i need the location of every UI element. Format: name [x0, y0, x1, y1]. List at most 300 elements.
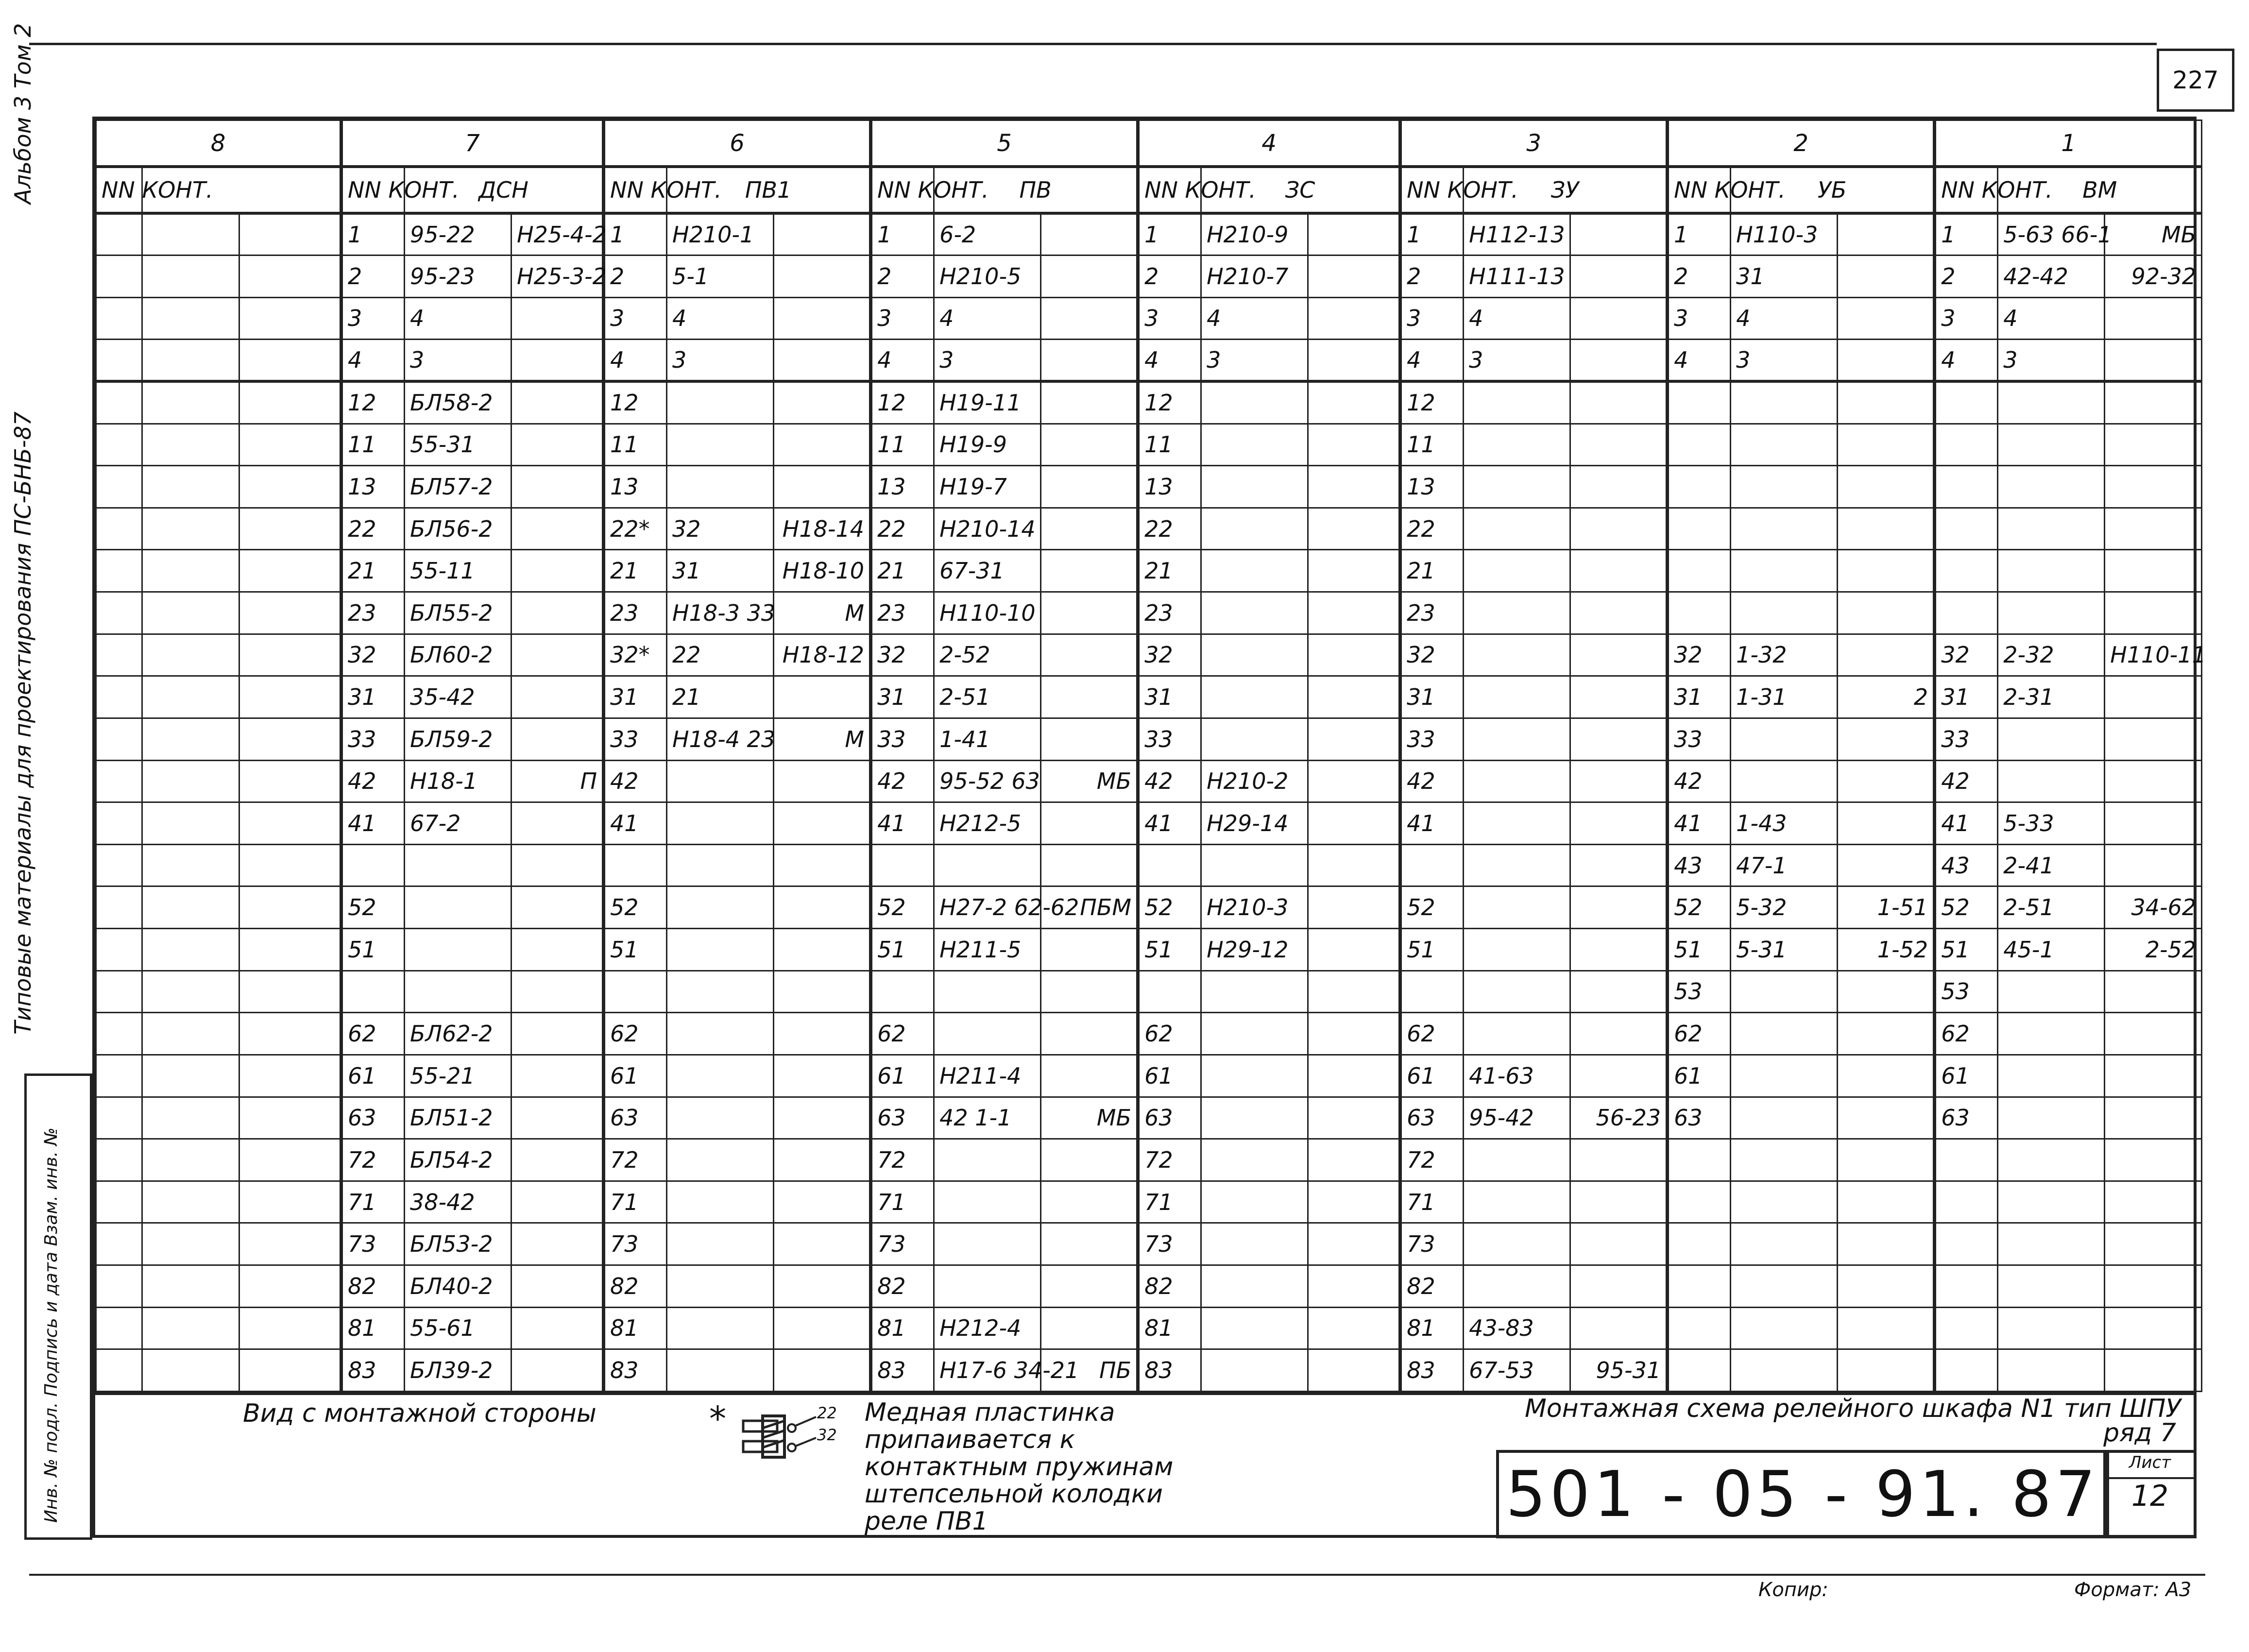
- wire-address: [1998, 1265, 2105, 1308]
- wire-address: Н27-2 62-62: [934, 886, 1041, 929]
- contact-number: 51: [604, 929, 667, 971]
- contact-number: 3: [1400, 297, 1464, 340]
- column-number: 6: [604, 120, 871, 167]
- wire-address: [1464, 424, 1570, 466]
- contact-number: 11: [1400, 424, 1464, 466]
- wire-address: [1041, 340, 1138, 382]
- contact-number: [96, 1097, 142, 1139]
- wire-address: [1201, 424, 1308, 466]
- contact-number: 53: [1935, 971, 1998, 1013]
- wire-address: [1570, 592, 1668, 634]
- wire-address: [1464, 592, 1570, 634]
- wire-address: [239, 255, 341, 298]
- wire-address: [1731, 718, 1838, 760]
- contact-number: [96, 760, 142, 802]
- wire-address: [1201, 508, 1308, 550]
- wire-address: [2105, 340, 2202, 382]
- wire-address: [1570, 1223, 1668, 1265]
- table-row: [96, 886, 2202, 929]
- contact-number: 63: [1400, 1097, 1464, 1139]
- wire-address: [1998, 760, 2105, 802]
- table-row: [96, 971, 2202, 1013]
- wire-address: [1838, 255, 1935, 298]
- nn-contact-header: NN КОНТ.: [1138, 167, 1201, 213]
- contact-number: [96, 1265, 142, 1308]
- contact-number: 33: [1400, 718, 1464, 760]
- wire-address: [1838, 1223, 1935, 1265]
- contact-number: 63: [1668, 1097, 1731, 1139]
- contact-number: 72: [871, 1139, 934, 1181]
- wire-address: [1570, 844, 1668, 886]
- wire-address: [142, 592, 239, 634]
- contact-number: 51: [1138, 929, 1201, 971]
- contact-number: 81: [1400, 1307, 1464, 1349]
- wire-address: [142, 802, 239, 845]
- table-row: [96, 381, 2202, 424]
- contact-number: [1935, 1223, 1998, 1265]
- contact-grid: [95, 119, 2206, 1392]
- wire-address: [1041, 508, 1138, 550]
- note-line: припаивается к: [865, 1425, 1075, 1454]
- contact-number: [96, 424, 142, 466]
- contact-number: 82: [1400, 1265, 1464, 1308]
- contact-number: 13: [604, 466, 667, 508]
- wire-address: [1838, 760, 1935, 802]
- contact-number: 32: [1138, 634, 1201, 676]
- copier-label: Копир:: [1758, 1579, 1828, 1601]
- wire-address: [1201, 1139, 1308, 1181]
- wire-address: [1838, 1265, 1935, 1308]
- wire-address: [1308, 886, 1400, 929]
- wire-address: [1570, 1307, 1668, 1349]
- note-block: [865, 1399, 1173, 1535]
- wire-address: 92-32: [2105, 255, 2202, 298]
- wire-address: [239, 1013, 341, 1055]
- wire-address: [2105, 844, 2202, 886]
- wire-address: 67-2: [405, 802, 511, 845]
- table-row: [96, 634, 2202, 676]
- wire-address: [774, 297, 871, 340]
- wire-address: [2105, 971, 2202, 1013]
- contact-number: 61: [871, 1055, 934, 1097]
- wire-address: Н211-5: [934, 929, 1041, 971]
- wire-address: 1-41: [934, 718, 1041, 760]
- wire-address: [1838, 550, 1935, 592]
- contact-number: 83: [1400, 1349, 1464, 1392]
- wire-address: [1041, 1139, 1138, 1181]
- column-number: 4: [1138, 120, 1400, 167]
- contact-number: 22: [1138, 508, 1201, 550]
- wire-address: [239, 844, 341, 886]
- nn-contact-header: NN КОНТ.: [1935, 167, 1998, 213]
- contact-number: 33: [871, 718, 934, 760]
- wire-address: [1998, 592, 2105, 634]
- wire-address: [934, 1265, 1041, 1308]
- wire-address: [1838, 802, 1935, 845]
- contact-number: 12: [1400, 381, 1464, 424]
- wire-address: [1308, 802, 1400, 845]
- wire-address: [1998, 1181, 2105, 1223]
- view-label: Вид с монтажной стороны: [243, 1399, 596, 1428]
- wire-address: МБ: [1041, 1097, 1138, 1139]
- column-number: 5: [871, 120, 1138, 167]
- wire-address: 38-42: [405, 1181, 511, 1223]
- wire-address: [511, 466, 604, 508]
- wire-address: [667, 1223, 774, 1265]
- wire-address: БЛ59-2: [405, 718, 511, 760]
- wire-address: [1838, 340, 1935, 382]
- wire-address: Н212-4: [934, 1307, 1041, 1349]
- contact-number: 81: [871, 1307, 934, 1349]
- contact-number: 41: [1935, 802, 1998, 845]
- wire-address: [511, 844, 604, 886]
- wire-address: [239, 718, 341, 760]
- wire-address: [1308, 1349, 1400, 1392]
- wire-address: [2105, 802, 2202, 845]
- wire-address: [239, 634, 341, 676]
- wire-address: [1570, 213, 1668, 255]
- wire-address: [1308, 466, 1400, 508]
- contact-number: 23: [341, 592, 405, 634]
- wire-address: [667, 1055, 774, 1097]
- wire-address: [774, 340, 871, 382]
- wire-address: [1201, 844, 1308, 886]
- wire-address: [2105, 1223, 2202, 1265]
- column-number: 2: [1668, 120, 1935, 167]
- wire-address: [1041, 466, 1138, 508]
- contact-number: 52: [604, 886, 667, 929]
- wire-address: [1731, 1307, 1838, 1349]
- wire-address: 55-31: [405, 424, 511, 466]
- contact-number: 83: [604, 1349, 667, 1392]
- contact-number: [1668, 1307, 1731, 1349]
- wire-address: [511, 1181, 604, 1223]
- contact-number: [1668, 508, 1731, 550]
- wire-address: 4: [1201, 297, 1308, 340]
- wire-address: [1308, 424, 1400, 466]
- contact-number: 42: [1668, 760, 1731, 802]
- wire-address: [774, 1181, 871, 1223]
- contact-number: 71: [341, 1181, 405, 1223]
- nn-contact-header: NN КОНТ.: [96, 167, 142, 213]
- table-row: [96, 550, 2202, 592]
- contact-number: 61: [1138, 1055, 1201, 1097]
- wire-address: [1570, 255, 1668, 298]
- contact-number: 31: [1400, 676, 1464, 718]
- contact-number: 2: [604, 255, 667, 298]
- contact-number: 62: [1400, 1013, 1464, 1055]
- contact-number: 51: [1935, 929, 1998, 971]
- wire-address: [667, 971, 774, 1013]
- wire-address: 3: [1464, 340, 1570, 382]
- contact-number: 32*: [604, 634, 667, 676]
- wire-address: [239, 381, 341, 424]
- wire-address: [1464, 676, 1570, 718]
- contact-number: [1668, 550, 1731, 592]
- contact-number: 43: [1935, 844, 1998, 886]
- wire-address: [239, 1265, 341, 1308]
- wire-address: Н210-1: [667, 213, 774, 255]
- wire-address: [667, 1139, 774, 1181]
- wire-address: [774, 381, 871, 424]
- contact-number: 73: [1400, 1223, 1464, 1265]
- wire-address: 42-42: [1998, 255, 2105, 298]
- wire-address: [511, 676, 604, 718]
- contact-number: [96, 592, 142, 634]
- contact-number: 61: [1668, 1055, 1731, 1097]
- wire-address: 3: [1731, 340, 1838, 382]
- wire-address: [774, 971, 871, 1013]
- contact-number: 52: [1668, 886, 1731, 929]
- wire-address: 2-41: [1998, 844, 2105, 886]
- contact-number: 61: [1400, 1055, 1464, 1097]
- wire-address: [1731, 592, 1838, 634]
- contact-number: [1668, 1181, 1731, 1223]
- contact-table: [92, 117, 2206, 1395]
- contact-number: 82: [341, 1265, 405, 1308]
- wire-address: [1838, 466, 1935, 508]
- contact-number: [96, 971, 142, 1013]
- wire-address: [1308, 718, 1400, 760]
- contact-number: 51: [341, 929, 405, 971]
- asterisk-mark: *: [709, 1399, 726, 1439]
- wire-address: 2-52: [2105, 929, 2202, 971]
- wire-address: [774, 1265, 871, 1308]
- wire-address: [1731, 1223, 1838, 1265]
- contact-number: 33: [1935, 718, 1998, 760]
- wire-address: [667, 1265, 774, 1308]
- wire-address: [2105, 1181, 2202, 1223]
- wire-address: [511, 550, 604, 592]
- wire-address: [2105, 297, 2202, 340]
- wire-address: 95-42: [1464, 1097, 1570, 1139]
- contact-number: [1400, 844, 1464, 886]
- wire-address: 3: [667, 340, 774, 382]
- table-row: [96, 1055, 2202, 1097]
- wire-address: [2105, 676, 2202, 718]
- note-line: Медная пластинка: [865, 1398, 1115, 1427]
- wire-address: [239, 1307, 341, 1349]
- wire-address: 4: [667, 297, 774, 340]
- contact-number: 63: [604, 1097, 667, 1139]
- wire-address: [774, 1223, 871, 1265]
- contact-number: [1668, 1265, 1731, 1308]
- wire-address: 3: [405, 340, 511, 382]
- footer-line: [29, 1574, 2205, 1576]
- contact-number: 52: [1400, 886, 1464, 929]
- wire-address: [2105, 718, 2202, 760]
- wire-address: 95-23: [405, 255, 511, 298]
- contact-number: 13: [341, 466, 405, 508]
- contact-number: [1935, 1265, 1998, 1308]
- wire-address: Н29-12: [1201, 929, 1308, 971]
- wire-address: [511, 1055, 604, 1097]
- device-name: ПВ: [934, 167, 1138, 213]
- contact-number: 21: [1138, 550, 1201, 592]
- contact-number: 42: [1935, 760, 1998, 802]
- wire-address: [2105, 1097, 2202, 1139]
- table-row: [96, 676, 2202, 718]
- contact-number: [96, 1013, 142, 1055]
- contact-number: [1138, 844, 1201, 886]
- contact-number: 42: [1138, 760, 1201, 802]
- contact-table-body: [96, 120, 2206, 1392]
- wire-address: [667, 886, 774, 929]
- wire-address: [239, 929, 341, 971]
- table-row: [96, 213, 2202, 255]
- contact-number: 51: [1668, 929, 1731, 971]
- wire-address: [142, 297, 239, 340]
- contact-number: [96, 929, 142, 971]
- wire-address: 4: [934, 297, 1041, 340]
- wire-address: [1308, 508, 1400, 550]
- wire-address: [1998, 381, 2105, 424]
- wire-address: ПБ: [1041, 1349, 1138, 1392]
- wire-address: [1041, 1223, 1138, 1265]
- wire-address: [142, 1307, 239, 1349]
- contact-number: 82: [604, 1265, 667, 1308]
- wire-address: [1838, 1349, 1935, 1392]
- wire-address: Н210-14: [934, 508, 1041, 550]
- wire-address: [239, 550, 341, 592]
- contact-number: 1: [1400, 213, 1464, 255]
- wire-address: [1308, 1307, 1400, 1349]
- wire-address: [511, 1265, 604, 1308]
- wire-address: [1201, 971, 1308, 1013]
- contact-number: 32: [1935, 634, 1998, 676]
- wire-address: [2105, 592, 2202, 634]
- device-name: ДСН: [405, 167, 604, 213]
- wire-address: [1308, 1097, 1400, 1139]
- wire-address: [774, 844, 871, 886]
- contact-number: 2: [1138, 255, 1201, 298]
- wire-address: 31: [667, 550, 774, 592]
- wire-address: [1308, 1223, 1400, 1265]
- contact-number: 52: [1935, 886, 1998, 929]
- wire-address: [1308, 592, 1400, 634]
- wire-address: [1041, 592, 1138, 634]
- table-row: [96, 802, 2202, 845]
- wire-address: [1838, 1181, 1935, 1223]
- contact-number: [1400, 971, 1464, 1013]
- wire-address: 5-31: [1731, 929, 1838, 971]
- wire-address: [1570, 1013, 1668, 1055]
- contact-number: 81: [341, 1307, 405, 1349]
- wire-address: [934, 1181, 1041, 1223]
- wire-address: [511, 718, 604, 760]
- wire-address: [667, 844, 774, 886]
- contact-number: 4: [341, 340, 405, 382]
- wire-address: 95-52 63: [934, 760, 1041, 802]
- contact-number: 22: [871, 508, 934, 550]
- margin-series-text: Типовые материалы для проектирования ПС-БНБ-87: [10, 411, 36, 1035]
- contact-number: 61: [341, 1055, 405, 1097]
- contact-number: 42: [604, 760, 667, 802]
- wire-address: [239, 676, 341, 718]
- wire-address: [774, 466, 871, 508]
- wire-address: [1201, 676, 1308, 718]
- wire-address: [1308, 1055, 1400, 1097]
- wire-address: Н110-11: [2105, 634, 2202, 676]
- wire-address: [142, 886, 239, 929]
- wire-address: БЛ60-2: [405, 634, 511, 676]
- table-row: [96, 929, 2202, 971]
- contact-number: [1668, 1349, 1731, 1392]
- wire-address: [1041, 634, 1138, 676]
- wire-address: [2105, 1139, 2202, 1181]
- wire-address: [1201, 1013, 1308, 1055]
- wire-address: [667, 424, 774, 466]
- wire-address: [511, 971, 604, 1013]
- contact-number: 1: [604, 213, 667, 255]
- nn-contact-header: NN КОНТ.: [604, 167, 667, 213]
- contact-number: 33: [341, 718, 405, 760]
- format-label: Формат: А3: [2074, 1579, 2192, 1601]
- wire-address: [511, 886, 604, 929]
- contact-number: 31: [1138, 676, 1201, 718]
- wire-address: БЛ40-2: [405, 1265, 511, 1308]
- wire-address: [1308, 1013, 1400, 1055]
- wire-address: Н212-5: [934, 802, 1041, 845]
- table-row: [96, 1139, 2202, 1181]
- device-name: ВМ: [1998, 167, 2202, 213]
- wire-address: [1998, 550, 2105, 592]
- wire-address: [934, 971, 1041, 1013]
- contact-number: 42: [871, 760, 934, 802]
- wire-address: БЛ56-2: [405, 508, 511, 550]
- wire-address: [1731, 381, 1838, 424]
- wire-address: 43-83: [1464, 1307, 1570, 1349]
- contact-number: [1935, 1139, 1998, 1181]
- wire-address: 22: [667, 634, 774, 676]
- wire-address: [1464, 550, 1570, 592]
- wire-address: Н19-11: [934, 381, 1041, 424]
- wire-address: [1041, 802, 1138, 845]
- wire-address: [774, 1139, 871, 1181]
- contact-number: [1935, 1181, 1998, 1223]
- wire-address: [1838, 1307, 1935, 1349]
- contact-number: 2: [341, 255, 405, 298]
- contact-number: 63: [871, 1097, 934, 1139]
- wire-address: [2105, 1265, 2202, 1308]
- contact-number: [96, 802, 142, 845]
- contact-number: 42: [341, 760, 405, 802]
- contact-number: 71: [871, 1181, 934, 1223]
- contact-number: 11: [341, 424, 405, 466]
- wire-address: [1308, 1265, 1400, 1308]
- wire-address: [239, 508, 341, 550]
- sheet-number: 12: [2131, 1479, 2169, 1513]
- wire-address: [1731, 1139, 1838, 1181]
- wire-address: [1731, 1055, 1838, 1097]
- wire-address: [1308, 929, 1400, 971]
- wire-address: Н18-10: [774, 550, 871, 592]
- wire-address: [1570, 340, 1668, 382]
- copper-plate-icon: [738, 1411, 826, 1474]
- wire-address: [934, 1139, 1041, 1181]
- wire-address: Н18-14: [774, 508, 871, 550]
- wire-address: [511, 424, 604, 466]
- wire-address: [1308, 1139, 1400, 1181]
- wire-address: БЛ55-2: [405, 592, 511, 634]
- wire-address: [1731, 971, 1838, 1013]
- contact-number: 73: [604, 1223, 667, 1265]
- table-row: [96, 844, 2202, 886]
- contact-number: [96, 1181, 142, 1223]
- wire-address: [774, 760, 871, 802]
- wire-address: [1308, 255, 1400, 298]
- wire-address: [667, 1349, 774, 1392]
